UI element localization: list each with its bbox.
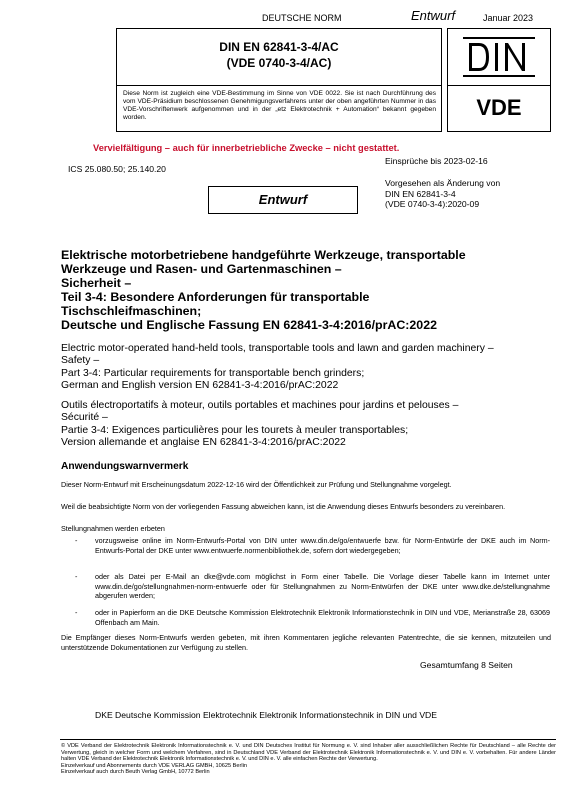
list-dash: - bbox=[75, 572, 78, 581]
title-line: Safety – bbox=[61, 355, 100, 367]
title-line: Part 3-4: Particular requirements for transportable bench grinders; bbox=[61, 367, 365, 379]
title-english bbox=[61, 343, 551, 392]
title-line: Elektrische motorbetriebene handgeführte Werkzeuge, transportable bbox=[61, 248, 466, 262]
intended-change-line: (VDE 0740-3-4):2020-09 bbox=[385, 199, 480, 209]
intended-change-line: Vorgesehen als Änderung von bbox=[385, 178, 501, 188]
svg-text:VDE: VDE bbox=[476, 96, 522, 118]
warning-paragraph: Stellungnahmen werden erbeten bbox=[61, 524, 165, 533]
draft-stamp: Entwurf bbox=[208, 186, 358, 214]
title-line: Partie 3-4: Exigences particulières pour les tourets à meuler transportables; bbox=[61, 424, 409, 436]
din-logo-box bbox=[447, 28, 551, 86]
title-line: Werkzeuge und Rasen- und Gartenmaschinen – bbox=[61, 262, 342, 276]
warning-heading: Anwendungswarnvermerk bbox=[61, 461, 189, 472]
copyright-text: Einzelverkauf auch durch Beuth Verlag GmbH, 10772 Berlin bbox=[61, 769, 210, 776]
title-line: Tischschleifmaschinen; bbox=[61, 304, 202, 318]
warning-paragraph: Weil die beabsichtigte Norm von der vorliegenden Fassung abweichen kann, ist die Anwendung dieses Entwurfs besonders zu vereinbaren. bbox=[61, 502, 506, 511]
divider bbox=[60, 739, 556, 740]
title-line: German and English version EN 62841-3-4:2016/prAC:2022 bbox=[61, 379, 339, 391]
din-logo bbox=[463, 37, 535, 77]
list-item-text: oder als Datei per E-Mail an dke@vde.com möglichst in Form einer Tabelle. Die Vorlage dieser Tabelle kann im Internet unter www.din.de/go/stellungnahmen-norm-entwuerfe oder für Stellungnahmen zu Norm-Entwürfen der DKE unter www.dke.de/stellungnahme abgerufen werden; bbox=[95, 572, 550, 601]
standard-number: DIN EN 62841-3-4/AC bbox=[219, 40, 339, 54]
list-dash: - bbox=[75, 608, 78, 617]
ics-codes: ICS 25.080.50; 25.140.20 bbox=[68, 164, 166, 174]
warning-paragraph: Die Empfänger dieses Norm-Entwurfs werden gebeten, mit ihren Kommentaren jegliche relevanten Patentrechte, die sie kennen, mitzuteilen und unterstützende Dokumentationen zur Verfügung zu stellen. bbox=[61, 633, 551, 652]
intended-change bbox=[385, 178, 555, 210]
norm-type-label: DEUTSCHE NORM bbox=[262, 13, 342, 23]
title-line: Sicherheit – bbox=[61, 276, 132, 290]
title-line: Electric motor-operated hand-held tools, transportable tools and lawn and garden machinery – bbox=[61, 343, 494, 354]
title-french bbox=[61, 400, 551, 449]
title-line: Teil 3-4: Besondere Anforderungen für transportable bbox=[61, 290, 370, 304]
vde-note: Diese Norm ist zugleich eine VDE-Bestimmung im Sinne von VDE 0022. Sie ist nach Durchführung des vom VDE-Präsidium beschlossenen Genehmigungsverfahrens unter der oben angeführten Nummer in das VDE-Vorschriftenwerk aufgenommen und in der „etz Elektrotechnik + Automation“ bekannt gegeben worden. bbox=[116, 85, 442, 132]
title-line: Sécurité – bbox=[61, 412, 108, 424]
intended-change-line: DIN EN 62841-3-4 bbox=[385, 188, 456, 199]
title-line: Version allemande et anglaise EN 62841-3-4:2016/prAC:2022 bbox=[61, 436, 346, 448]
warning-paragraph: Dieser Norm-Entwurf mit Erscheinungsdatum 2022-12-16 wird der Öffentlichkeit zur Prüfung und Stellungnahme vorgelegt. bbox=[61, 480, 452, 489]
copyright-text: © VDE Verband der Elektrotechnik Elektronik Informationstechnik e. V. und DIN Deutsches Institut für Normung e. V. sind Inhaber aller ausschließlichen Rechte für Deutschland – alle Rechte der Verwertung, gleich in welcher Form und welchem Verfahren, sind in Deutschland VDE Verband der Elektrotechnik Elektronik Informationstechnik e. V. und DIN e. V. vorbehalten. Für andere Länder halten VDE Verband der Elektrotechnik Elektronik Informationstechnik e. V. und DIN e. V. alle einfachen Rechte der Verwertung. bbox=[61, 743, 556, 763]
list-item-text: vorzugsweise online im Norm-Entwurfs-Portal von DIN unter www.din.de/go/entwuerfe bzw. für Norm-Entwürfe der DKE auch im Norm-Entwurfs-Portal der DKE unter www.entwuerfe.normenbibliothek.de, sofern dort wiedergegeben; bbox=[95, 536, 550, 555]
draft-label: Entwurf bbox=[411, 8, 456, 23]
issue-date: Januar 2023 bbox=[483, 13, 534, 23]
list-dash: - bbox=[75, 536, 78, 545]
objection-deadline: Einsprüche bis 2023-02-16 bbox=[385, 156, 488, 166]
standard-number-box bbox=[116, 28, 442, 86]
title-line: Deutsche und Englische Fassung EN 62841-3-4:2016/prAC:2022 bbox=[61, 318, 437, 332]
vde-logo bbox=[458, 96, 540, 118]
copyright-text: Einzelverkauf und Abonnements durch VDE VERLAG GMBH, 10625 Berlin bbox=[61, 762, 247, 769]
title-line: Outils électroportatifs à moteur, outils portables et machines pour jardins et pelouses – bbox=[61, 400, 459, 411]
title-german bbox=[61, 248, 541, 332]
reproduction-notice: Vervielfältigung – auch für innerbetriebliche Zwecke – nicht gestattet. bbox=[93, 143, 400, 153]
total-pages: Gesamtumfang 8 Seiten bbox=[420, 660, 513, 670]
list-item-text: oder in Papierform an die DKE Deutsche Kommission Elektrotechnik Elektronik Informationstechnik in DIN und VDE, Merianstraße 28, 63069 Offenbach am Main. bbox=[95, 608, 550, 627]
vde-number: (VDE 0740-3-4/AC) bbox=[226, 56, 332, 70]
copyright-notice bbox=[61, 743, 556, 776]
vde-logo-box bbox=[447, 85, 551, 132]
footer-organization: DKE Deutsche Kommission Elektrotechnik Elektronik Informationstechnik in DIN und VDE bbox=[95, 710, 437, 720]
